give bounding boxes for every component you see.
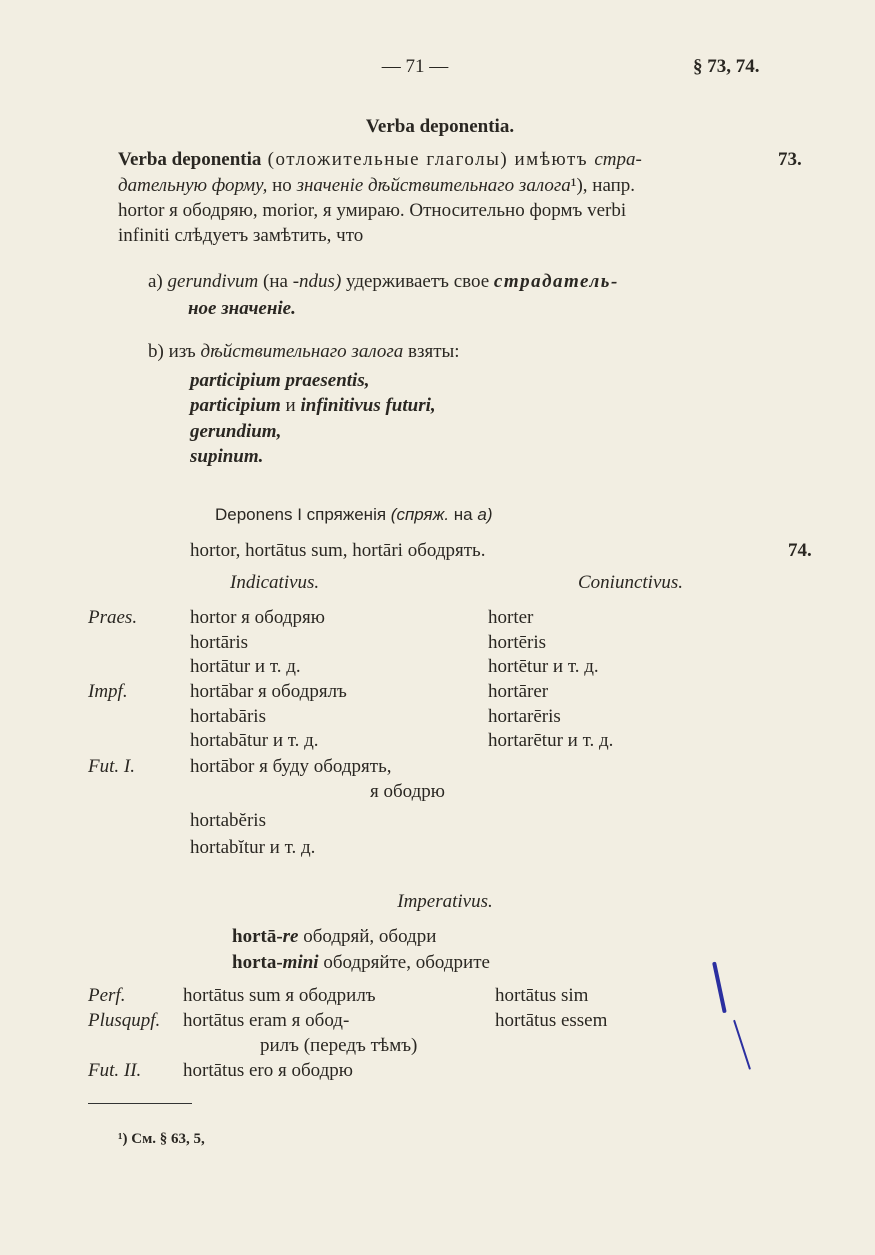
list-item: gerundium, <box>190 421 282 442</box>
indicative-form: рилъ (передъ тѣмъ) <box>260 1035 418 1056</box>
para-line-1: Verba deponentia (отложительные глаголы) имѣютъ стра- <box>118 149 642 170</box>
coniunctivus-header: Coniunctivus. <box>578 572 684 593</box>
pen-mark <box>712 962 727 1014</box>
conjunctive-form: hortarētur и т. д. <box>488 730 614 751</box>
conjunctive-form: horter <box>488 607 534 628</box>
indicative-form: hortātus ero я ободрю <box>183 1060 353 1081</box>
footnote: ¹) См. § 63, 5, <box>118 1131 205 1147</box>
row-label: Praes. <box>88 607 138 628</box>
imperative-line: horta-mini ободряйте, ободрите <box>232 952 490 973</box>
conjunctive-form: hortātus essem <box>495 1010 608 1031</box>
row-label: Impf. <box>88 681 128 702</box>
indicative-form: hortabĕris <box>190 810 266 831</box>
item-b-line-1: b) изъ дѣйствительнаго залога взяты: <box>148 341 460 362</box>
page-number: — 71 — <box>381 56 449 77</box>
conjunctive-form: hortēris <box>488 632 547 653</box>
row-label: Fut. II. <box>88 1060 142 1081</box>
imperativus-header: Imperativus. <box>397 891 493 912</box>
section-title: Verba deponentia. <box>365 116 515 137</box>
indicative-form: hortabāris <box>190 706 266 727</box>
indicative-form: hortabĭtur и т. д. <box>190 837 316 858</box>
conjunctive-form: hortarēris <box>488 706 561 727</box>
list-item: supinum. <box>190 446 264 467</box>
list-item: participium praesentis, <box>190 370 370 391</box>
footnote-rule <box>88 1103 192 1104</box>
item-a-line-2: ное значеніе. <box>188 298 296 319</box>
conjunctive-form: hortārer <box>488 681 549 702</box>
indicativus-header: Indicativus. <box>230 572 320 593</box>
imperative-line: hortā-re ободряй, ободри <box>232 926 437 947</box>
margin-number-73: 73. <box>778 149 802 170</box>
indicative-form: hortātur и т. д. <box>190 656 301 677</box>
indicative-form: hortor я ободряю <box>190 607 325 628</box>
conjunctive-form: hortātus sim <box>495 985 589 1006</box>
list-item: participium и infinitivus futuri, <box>190 395 436 416</box>
indicative-form: hortātus sum я ободрилъ <box>183 985 376 1006</box>
conjunctive-form: hortētur и т. д. <box>488 656 599 677</box>
indicative-form: hortāris <box>190 632 249 653</box>
deponens-heading: Deponens I спряженія (спряж. на a) <box>215 505 493 524</box>
para-line-3: hortor я ободряю, morior, я умираю. Относительно формъ verbi <box>118 200 627 221</box>
indicative-form: hortabātur и т. д. <box>190 730 319 751</box>
row-label: Fut. I. <box>88 756 135 777</box>
indicative-form: hortābor я буду ободрять, <box>190 756 392 777</box>
indicative-form: hortābar я ободрялъ <box>190 681 347 702</box>
row-label: Plusqupf. <box>88 1010 161 1031</box>
margin-number-74: 74. <box>788 540 812 561</box>
indicative-form: hortātus eram я обод- <box>183 1010 350 1031</box>
para-line-2: дательную форму, но значеніе дѣйствительнаго залога¹), напр. <box>118 175 636 196</box>
section-ref: § 73, 74. <box>693 56 760 77</box>
pen-mark <box>733 1020 751 1070</box>
row-label: Perf. <box>88 985 126 1006</box>
item-a-line-1: a) gerundivum (на -ndus) удерживаетъ свое страдатель- <box>148 271 619 292</box>
indicative-form: я ободрю <box>370 781 445 802</box>
para-line-4: infiniti слѣдуетъ замѣтить, что <box>118 225 364 246</box>
verb-principal-parts: hortor, hortātus sum, hortāri ободрять. <box>190 540 486 561</box>
